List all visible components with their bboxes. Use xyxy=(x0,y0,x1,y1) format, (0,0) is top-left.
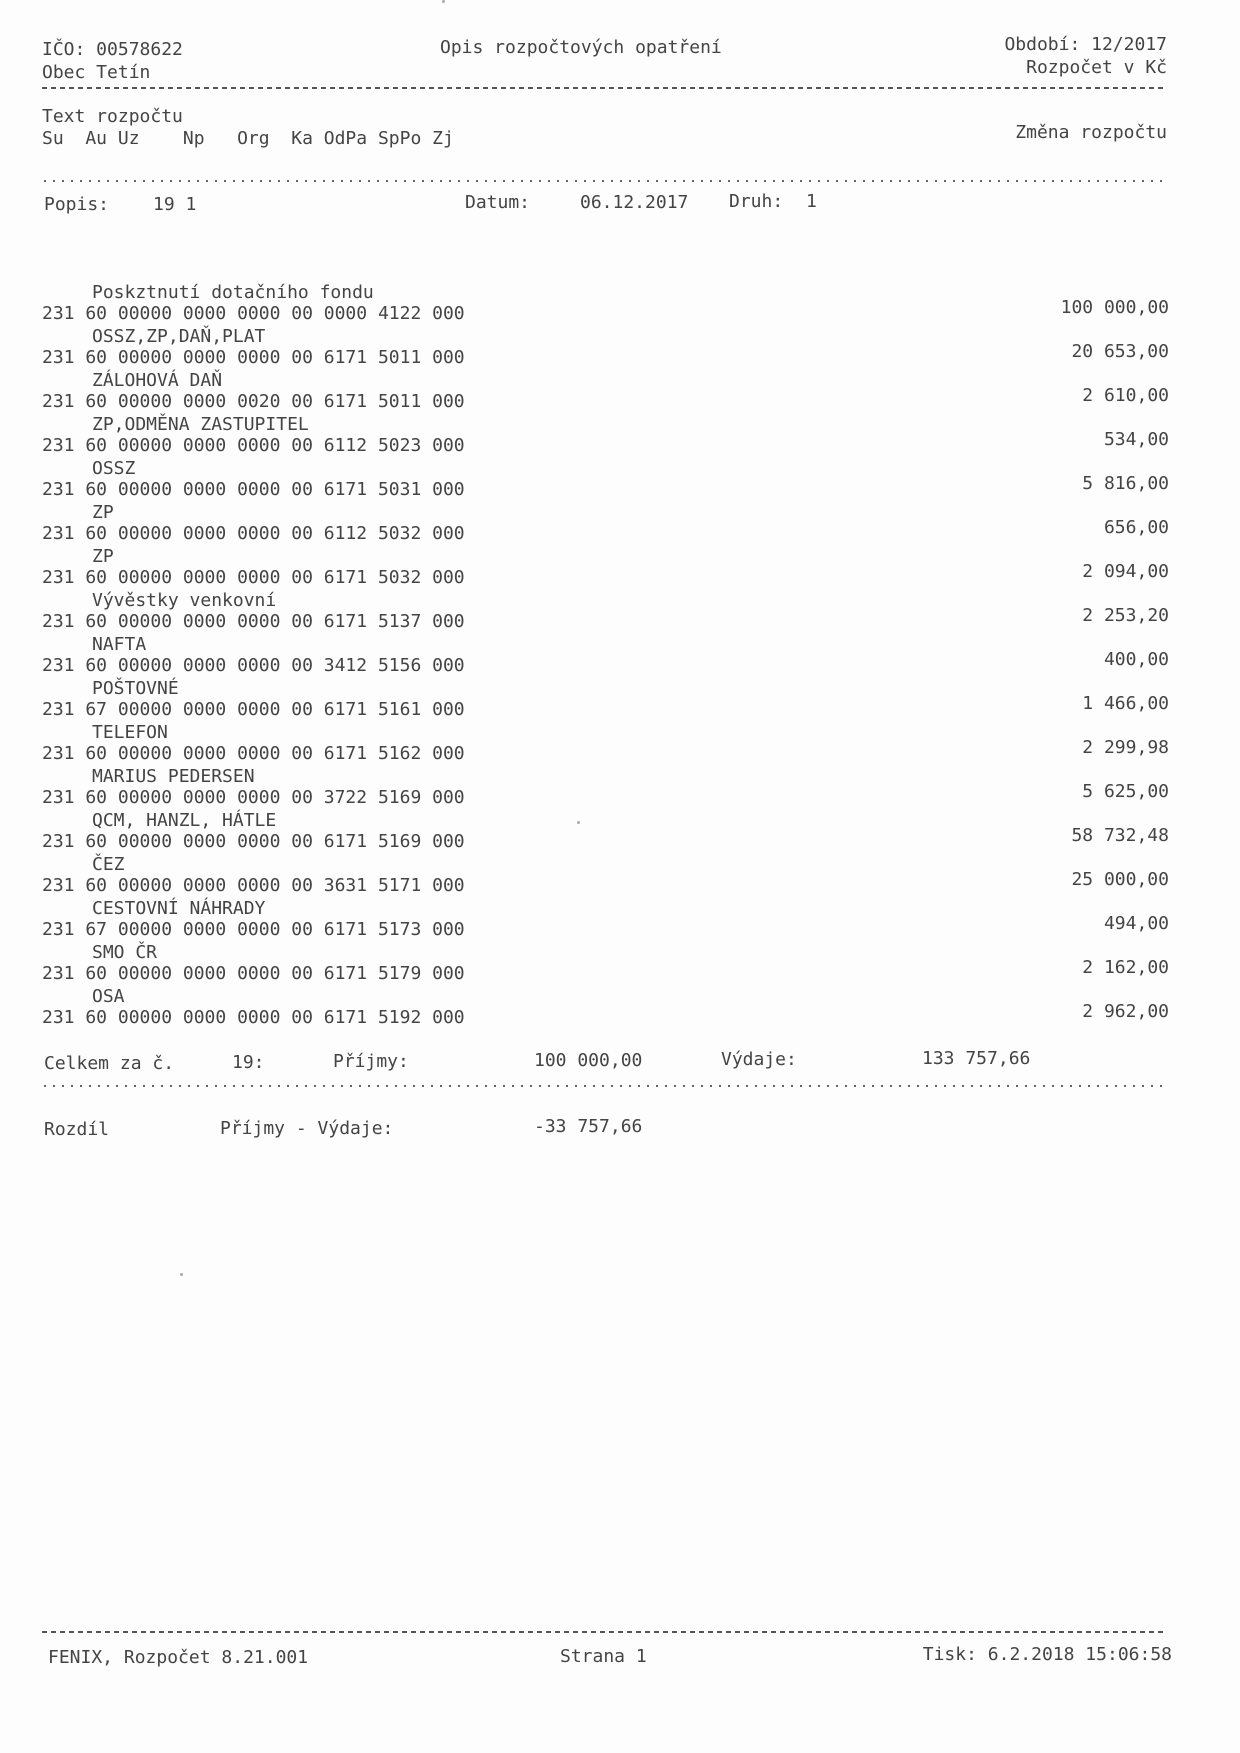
item-code: 231 60 00000 0000 0000 00 6112 5023 000 xyxy=(42,435,465,456)
ico-text: IČO: 00578622 xyxy=(42,39,183,60)
item-amount: 2 962,00 xyxy=(1082,1001,1169,1022)
scan-speck xyxy=(442,0,445,3)
item-amount: 2 253,20 xyxy=(1082,605,1169,626)
item-description: ZÁLOHOVÁ DAŇ xyxy=(92,370,223,391)
item-description: NAFTA xyxy=(92,634,147,655)
currency-text: Rozpočet v Kč xyxy=(1026,57,1167,78)
druh-value: 1 xyxy=(806,191,817,212)
document-title: Opis rozpočtových opatření xyxy=(440,37,722,58)
item-amount: 1 466,00 xyxy=(1082,693,1169,714)
item-description: TELEFON xyxy=(92,722,168,743)
scan-speck xyxy=(577,821,580,824)
difference-formula: Příjmy - Výdaje: xyxy=(220,1118,394,1139)
item-amount: 5 816,00 xyxy=(1082,473,1169,494)
difference-label: Rozdíl xyxy=(44,1119,110,1140)
municipality-name: Obec Tetín xyxy=(42,62,151,83)
item-code: 231 60 00000 0000 0000 00 6171 5032 000 xyxy=(42,567,465,588)
item-amount: 2 610,00 xyxy=(1082,385,1169,406)
item-code: 231 60 00000 0000 0000 00 6171 5179 000 xyxy=(42,963,465,984)
item-description: ZP,ODMĚNA ZASTUPITEL xyxy=(92,414,309,435)
column-header-codes: Su Au Uz Np Org Ka OdPa SpPo Zj xyxy=(42,128,454,149)
item-amount: 2 299,98 xyxy=(1082,737,1169,758)
item-description: POŠTOVNÉ xyxy=(92,678,179,699)
item-code: 231 60 00000 0000 0000 00 6112 5032 000 xyxy=(42,523,465,544)
item-description: Vývěstky venkovní xyxy=(92,590,277,611)
item-code: 231 60 00000 0000 0000 00 0000 4122 000 xyxy=(42,303,465,324)
item-code: 231 67 00000 0000 0000 00 6171 5161 000 xyxy=(42,699,465,720)
item-code: 231 60 00000 0000 0000 00 3631 5171 000 xyxy=(42,875,465,896)
item-amount: 534,00 xyxy=(1103,429,1169,450)
item-amount: 25 000,00 xyxy=(1071,869,1169,890)
expense-label: Výdaje: xyxy=(721,1049,797,1070)
item-code: 231 60 00000 0000 0000 00 6171 5031 000 xyxy=(42,479,465,500)
item-description: OSSZ,ZP,DAŇ,PLAT xyxy=(92,326,266,347)
item-description: Poskztnutí dotačního fondu xyxy=(92,282,374,303)
item-description: QCM, HANZL, HÁTLE xyxy=(92,810,277,831)
item-amount: 20 653,00 xyxy=(1071,341,1169,362)
item-description: CESTOVNÍ NÁHRADY xyxy=(92,898,266,919)
item-description: ČEZ xyxy=(92,854,125,875)
datum-value: 06.12.2017 xyxy=(580,192,689,213)
item-amount: 5 625,00 xyxy=(1082,781,1169,802)
total-number: 19: xyxy=(232,1052,265,1073)
column-header-change: Změna rozpočtu xyxy=(1015,122,1167,143)
item-amount: 400,00 xyxy=(1103,649,1169,670)
item-amount: 58 732,48 xyxy=(1071,825,1169,846)
item-description: SMO ČR xyxy=(92,942,158,963)
item-code: 231 60 00000 0000 0020 00 6171 5011 000 xyxy=(42,391,465,412)
item-code: 231 67 00000 0000 0000 00 6171 5173 000 xyxy=(42,919,465,940)
item-code: 231 60 00000 0000 0000 00 3412 5156 000 xyxy=(42,655,465,676)
item-description: ZP xyxy=(92,546,114,567)
footer-separator xyxy=(42,1631,1166,1633)
druh-label: Druh: xyxy=(729,191,784,212)
dotted-separator xyxy=(44,1085,1168,1087)
software-version: FENIX, Rozpočet 8.21.001 xyxy=(48,1647,309,1668)
expense-value: 133 757,66 xyxy=(922,1048,1031,1069)
header-separator xyxy=(42,87,1166,89)
item-amount: 656,00 xyxy=(1103,517,1169,538)
item-code: 231 60 00000 0000 0000 00 3722 5169 000 xyxy=(42,787,465,808)
item-amount: 2 162,00 xyxy=(1082,957,1169,978)
income-value: 100 000,00 xyxy=(534,1050,643,1071)
item-description: ZP xyxy=(92,502,114,523)
scan-speck xyxy=(180,1273,183,1276)
item-description: MARIUS PEDERSEN xyxy=(92,766,255,787)
print-timestamp: Tisk: 6.2.2018 15:06:58 xyxy=(922,1644,1172,1665)
datum-label: Datum: xyxy=(465,192,531,213)
item-code: 231 60 00000 0000 0000 00 6171 5162 000 xyxy=(42,743,465,764)
column-header-text: Text rozpočtu xyxy=(42,106,183,127)
item-description: OSA xyxy=(92,986,125,1007)
income-label: Příjmy: xyxy=(333,1051,409,1072)
item-description: OSSZ xyxy=(92,458,136,479)
popis-value: 19 1 xyxy=(153,194,197,215)
item-code: 231 60 00000 0000 0000 00 6171 5011 000 xyxy=(42,347,465,368)
period-text: Období: 12/2017 xyxy=(1004,34,1167,55)
item-amount: 2 094,00 xyxy=(1082,561,1169,582)
page-number: Strana 1 xyxy=(560,1646,647,1667)
item-amount: 494,00 xyxy=(1103,913,1169,934)
popis-label: Popis: xyxy=(44,194,110,215)
item-code: 231 60 00000 0000 0000 00 6171 5169 000 xyxy=(42,831,465,852)
item-code: 231 60 00000 0000 0000 00 6171 5137 000 xyxy=(42,611,465,632)
difference-value: -33 757,66 xyxy=(534,1116,643,1137)
total-label: Celkem za č. xyxy=(44,1053,175,1074)
item-code: 231 60 00000 0000 0000 00 6171 5192 000 xyxy=(42,1007,465,1028)
item-amount: 100 000,00 xyxy=(1060,297,1169,318)
dotted-separator xyxy=(44,180,1168,182)
